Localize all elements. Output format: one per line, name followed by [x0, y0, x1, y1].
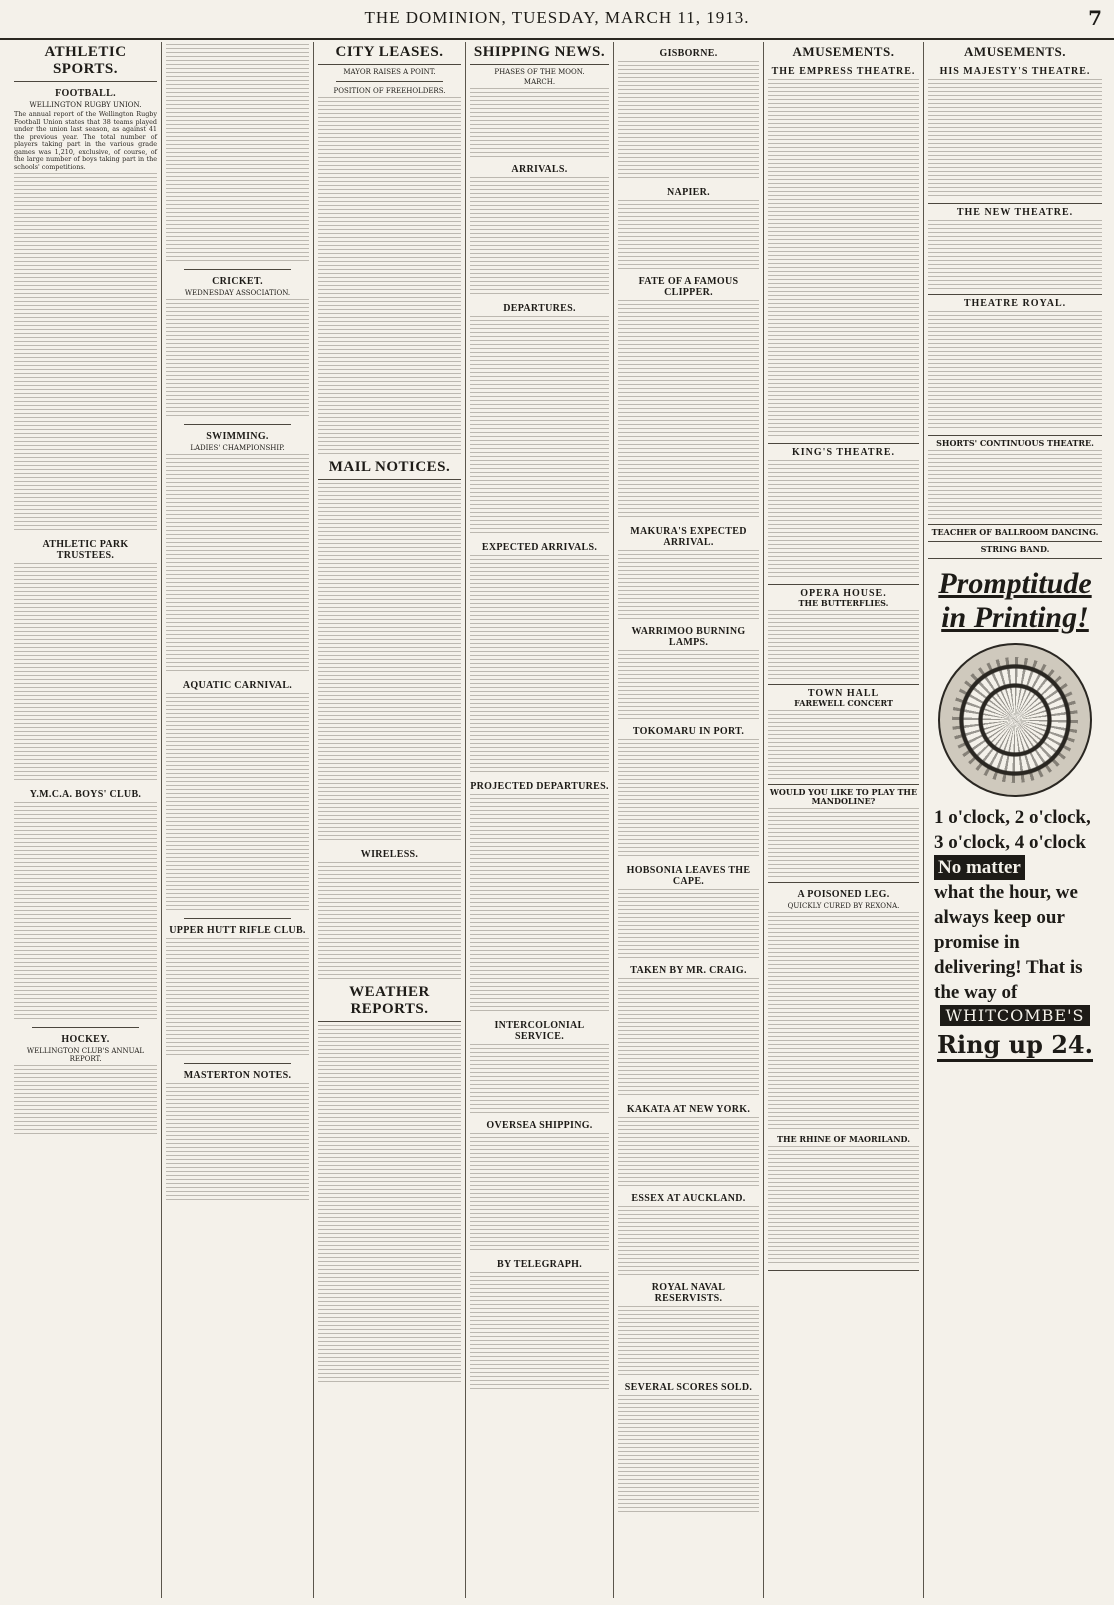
masthead-title: THE DOMINION, TUESDAY, MARCH 11, 1913.	[364, 8, 750, 27]
scores-sold-heading: SEVERAL SCORES SOLD.	[624, 1382, 753, 1393]
promo-body: what the hour, we always keep our promise in delivering! That is the way of	[934, 882, 1083, 1003]
empress-theatre-ad	[768, 63, 919, 444]
ad-body	[768, 460, 919, 580]
projected-departures-heading: PROJECTED DEPARTURES.	[470, 781, 609, 792]
promptitude-headline: Promptitude in Printing!	[938, 567, 1092, 634]
page-number: 7	[1088, 6, 1102, 30]
column-city-leases	[314, 42, 466, 1598]
hockey-heading: HOCKEY.	[61, 1034, 110, 1045]
hobsonia-heading: HOBSONIA LEAVES THE CAPE.	[626, 865, 751, 887]
article-body	[470, 555, 609, 775]
naval-reservists-heading: ROYAL NAVAL RESERVISTS.	[651, 1282, 726, 1304]
article-body	[618, 1395, 759, 1515]
by-telegraph-heading: BY TELEGRAPH.	[496, 1259, 583, 1270]
no-matter-banner: No matter	[934, 855, 1025, 880]
whitcombes-brand: WHITCOMBE'S	[940, 1005, 1091, 1026]
town-hall-ad	[768, 685, 919, 785]
farewell-concert-label: FAREWELL CONCERT	[794, 698, 893, 708]
wanganui-river-ad	[768, 1132, 919, 1271]
article-body	[166, 44, 309, 264]
ad-body	[768, 610, 919, 680]
ad-body	[768, 1146, 919, 1266]
cricket-heading: CRICKET.	[212, 276, 263, 287]
moon-phases-subheading: PHASES OF THE MOON.	[494, 68, 585, 76]
new-theatre-ad	[928, 204, 1102, 295]
mail-notices-heading: MAIL NOTICES.	[318, 459, 461, 480]
athletic-sports-heading: ATHLETIC SPORTS.	[14, 44, 157, 82]
clock-emblem-icon	[938, 643, 1092, 797]
divider	[336, 81, 443, 82]
column-sports-continued	[162, 42, 314, 1598]
opera-house-ad	[768, 585, 919, 685]
column-amusements-promo	[924, 42, 1106, 1598]
article-body	[14, 802, 157, 1022]
article-body	[618, 1206, 759, 1276]
article-body	[618, 61, 759, 181]
ad-body	[928, 79, 1102, 199]
shorts-theatre-title: SHORTS' CONTINUOUS THEATRE.	[936, 438, 1094, 448]
upper-hutt-heading: UPPER HUTT RIFLE CLUB.	[169, 925, 306, 936]
article-body	[318, 1025, 461, 1385]
article-body	[470, 177, 609, 297]
tokomaru-heading: TOKOMARU IN PORT.	[632, 726, 745, 737]
intercolonial-heading: INTERCOLONIAL SERVICE.	[494, 1020, 585, 1042]
weather-reports-heading: WEATHER REPORTS.	[318, 984, 461, 1022]
makura-heading: MAKURA'S EXPECTED ARRIVAL.	[630, 526, 747, 548]
kakata-heading: KAKATA AT NEW YORK.	[626, 1104, 751, 1115]
whitcombes-printing-ad	[928, 567, 1102, 1059]
shorts-theatre-ad	[928, 436, 1102, 525]
masthead	[0, 0, 1114, 40]
masterton-heading: MASTERTON NOTES.	[183, 1070, 292, 1081]
town-hall-title: TOWN HALL	[807, 688, 880, 699]
ymca-heading: Y.M.C.A. BOYS' CLUB.	[29, 789, 142, 800]
taken-heading: TAKEN BY MR. CRAIG.	[630, 965, 747, 976]
kings-theatre-ad	[768, 444, 919, 585]
arrivals-heading: ARRIVALS.	[511, 164, 568, 175]
theatre-royal-title: THEATRE ROYAL.	[963, 298, 1067, 309]
ad-body	[768, 79, 919, 439]
divider	[184, 424, 291, 425]
athletic-park-heading: ATHLETIC PARK TRUSTEES.	[42, 539, 129, 561]
month-label: MARCH.	[523, 78, 556, 86]
kings-theatre-title: KING'S THEATRE.	[792, 447, 895, 458]
article-body	[318, 862, 461, 982]
opera-house-title: OPERA HOUSE.	[800, 588, 887, 599]
article-body	[618, 739, 759, 859]
column-athletic-sports	[10, 42, 162, 1598]
article-body	[14, 173, 157, 533]
ring-up-label: Ring up 24.	[937, 1030, 1093, 1062]
divider	[184, 1063, 291, 1064]
article-body	[470, 794, 609, 1014]
amusements-heading-2: AMUSEMENTS.	[964, 44, 1066, 59]
article-body	[618, 1117, 759, 1187]
column-shipping-news	[466, 42, 614, 1598]
theatre-royal-ad	[928, 295, 1102, 436]
empress-theatre-title: THE EMPRESS THEATRE.	[771, 66, 916, 77]
hockey-subheading: WELLINGTON CLUB'S ANNUAL REPORT.	[26, 1047, 145, 1063]
butterflies-label: THE BUTTERFLIES.	[798, 598, 889, 608]
mandoline-title: WOULD YOU LIKE TO PLAY THE MANDOLINE?	[769, 787, 918, 806]
article-body	[14, 1065, 157, 1135]
article-body	[470, 1044, 609, 1114]
warrimoo-heading: WARRIMOO BURNING LAMPS.	[631, 626, 746, 648]
gisborne-heading: GISBORNE.	[659, 48, 718, 59]
rugby-report-text: The annual report of the Wellington Rugby Football Union states that 38 teams played under the union last season, as against 41 the previous year. The total number of players taking part in the various grade games was 1,210, exclusive, of course, of the large number of boys taking part in the schools' competitions.	[14, 110, 157, 171]
article-body	[618, 978, 759, 1098]
essex-heading: ESSEX AT AUCKLAND.	[631, 1193, 746, 1204]
divider	[32, 1027, 139, 1028]
ad-body	[928, 220, 1102, 290]
wireless-heading: WIRELESS.	[360, 849, 419, 860]
ad-body	[768, 710, 919, 780]
departures-heading: DEPARTURES.	[503, 303, 576, 314]
divider	[184, 269, 291, 270]
article-body	[166, 693, 309, 913]
article-body	[166, 454, 309, 674]
napier-heading: NAPIER.	[667, 187, 710, 198]
ad-body	[768, 808, 919, 878]
oversea-shipping-heading: OVERSEA SHIPPING.	[486, 1120, 593, 1131]
article-body	[166, 299, 309, 419]
column-shipping-continued	[614, 42, 764, 1598]
article-body	[618, 889, 759, 959]
football-heading: FOOTBALL.	[55, 88, 116, 99]
his-majestys-ad	[928, 63, 1102, 204]
famous-clipper-heading: FATE OF A FAMOUS CLIPPER.	[638, 276, 739, 298]
expected-arrivals-heading: EXPECTED ARRIVALS.	[481, 542, 598, 553]
article-body	[470, 1272, 609, 1392]
ladies-subheading: LADIES' CHAMPIONSHIP.	[190, 444, 285, 452]
ad-body	[928, 450, 1102, 520]
his-majestys-title: HIS MAJESTY'S THEATRE.	[939, 66, 1091, 77]
article-body	[318, 97, 461, 457]
wednesday-subheading: WEDNESDAY ASSOCIATION.	[184, 289, 291, 297]
article-body	[470, 88, 609, 158]
article-body	[618, 200, 759, 270]
swimming-heading: SWIMMING.	[206, 431, 269, 442]
dancing-teacher-ad	[928, 525, 1102, 542]
string-band-title: STRING BAND.	[980, 544, 1050, 554]
article-body	[470, 316, 609, 536]
city-leases-heading: CITY LEASES.	[318, 44, 461, 65]
rexona-subheading: QUICKLY CURED BY REXONA.	[787, 902, 900, 910]
rhine-maoriland-title: THE RHINE OF MAORILAND.	[777, 1134, 910, 1144]
rugby-union-subheading: WELLINGTON RUGBY UNION.	[29, 101, 142, 109]
freeholders-subheading: POSITION OF FREEHOLDERS.	[333, 87, 446, 95]
string-band-ad	[928, 542, 1102, 559]
shipping-news-heading: SHIPPING NEWS.	[470, 44, 609, 65]
article-body	[618, 1306, 759, 1376]
article-body	[618, 650, 759, 720]
ad-body	[928, 311, 1102, 431]
promo-times: 1 o'clock, 2 o'clock, 3 o'clock, 4 o'clock	[934, 807, 1091, 853]
amusements-heading: AMUSEMENTS.	[792, 44, 895, 59]
mandoline-ad	[768, 785, 919, 883]
column-amusements	[764, 42, 924, 1598]
article-body	[768, 912, 919, 1132]
article-body	[470, 1133, 609, 1253]
article-body	[618, 550, 759, 620]
article-body	[318, 483, 461, 843]
article-body	[14, 563, 157, 783]
aquatic-heading: AQUATIC CARNIVAL.	[182, 680, 293, 691]
article-body	[166, 938, 309, 1058]
divider	[184, 918, 291, 919]
dancing-teacher-title: TEACHER OF BALLROOM DANCING.	[931, 527, 1099, 537]
article-body	[618, 300, 759, 520]
mayor-subheading: MAYOR RAISES A POINT.	[343, 68, 436, 76]
poisoned-leg-heading: A POISONED LEG.	[797, 889, 890, 900]
article-body	[166, 1083, 309, 1203]
new-theatre-title: THE NEW THEATRE.	[956, 207, 1074, 218]
